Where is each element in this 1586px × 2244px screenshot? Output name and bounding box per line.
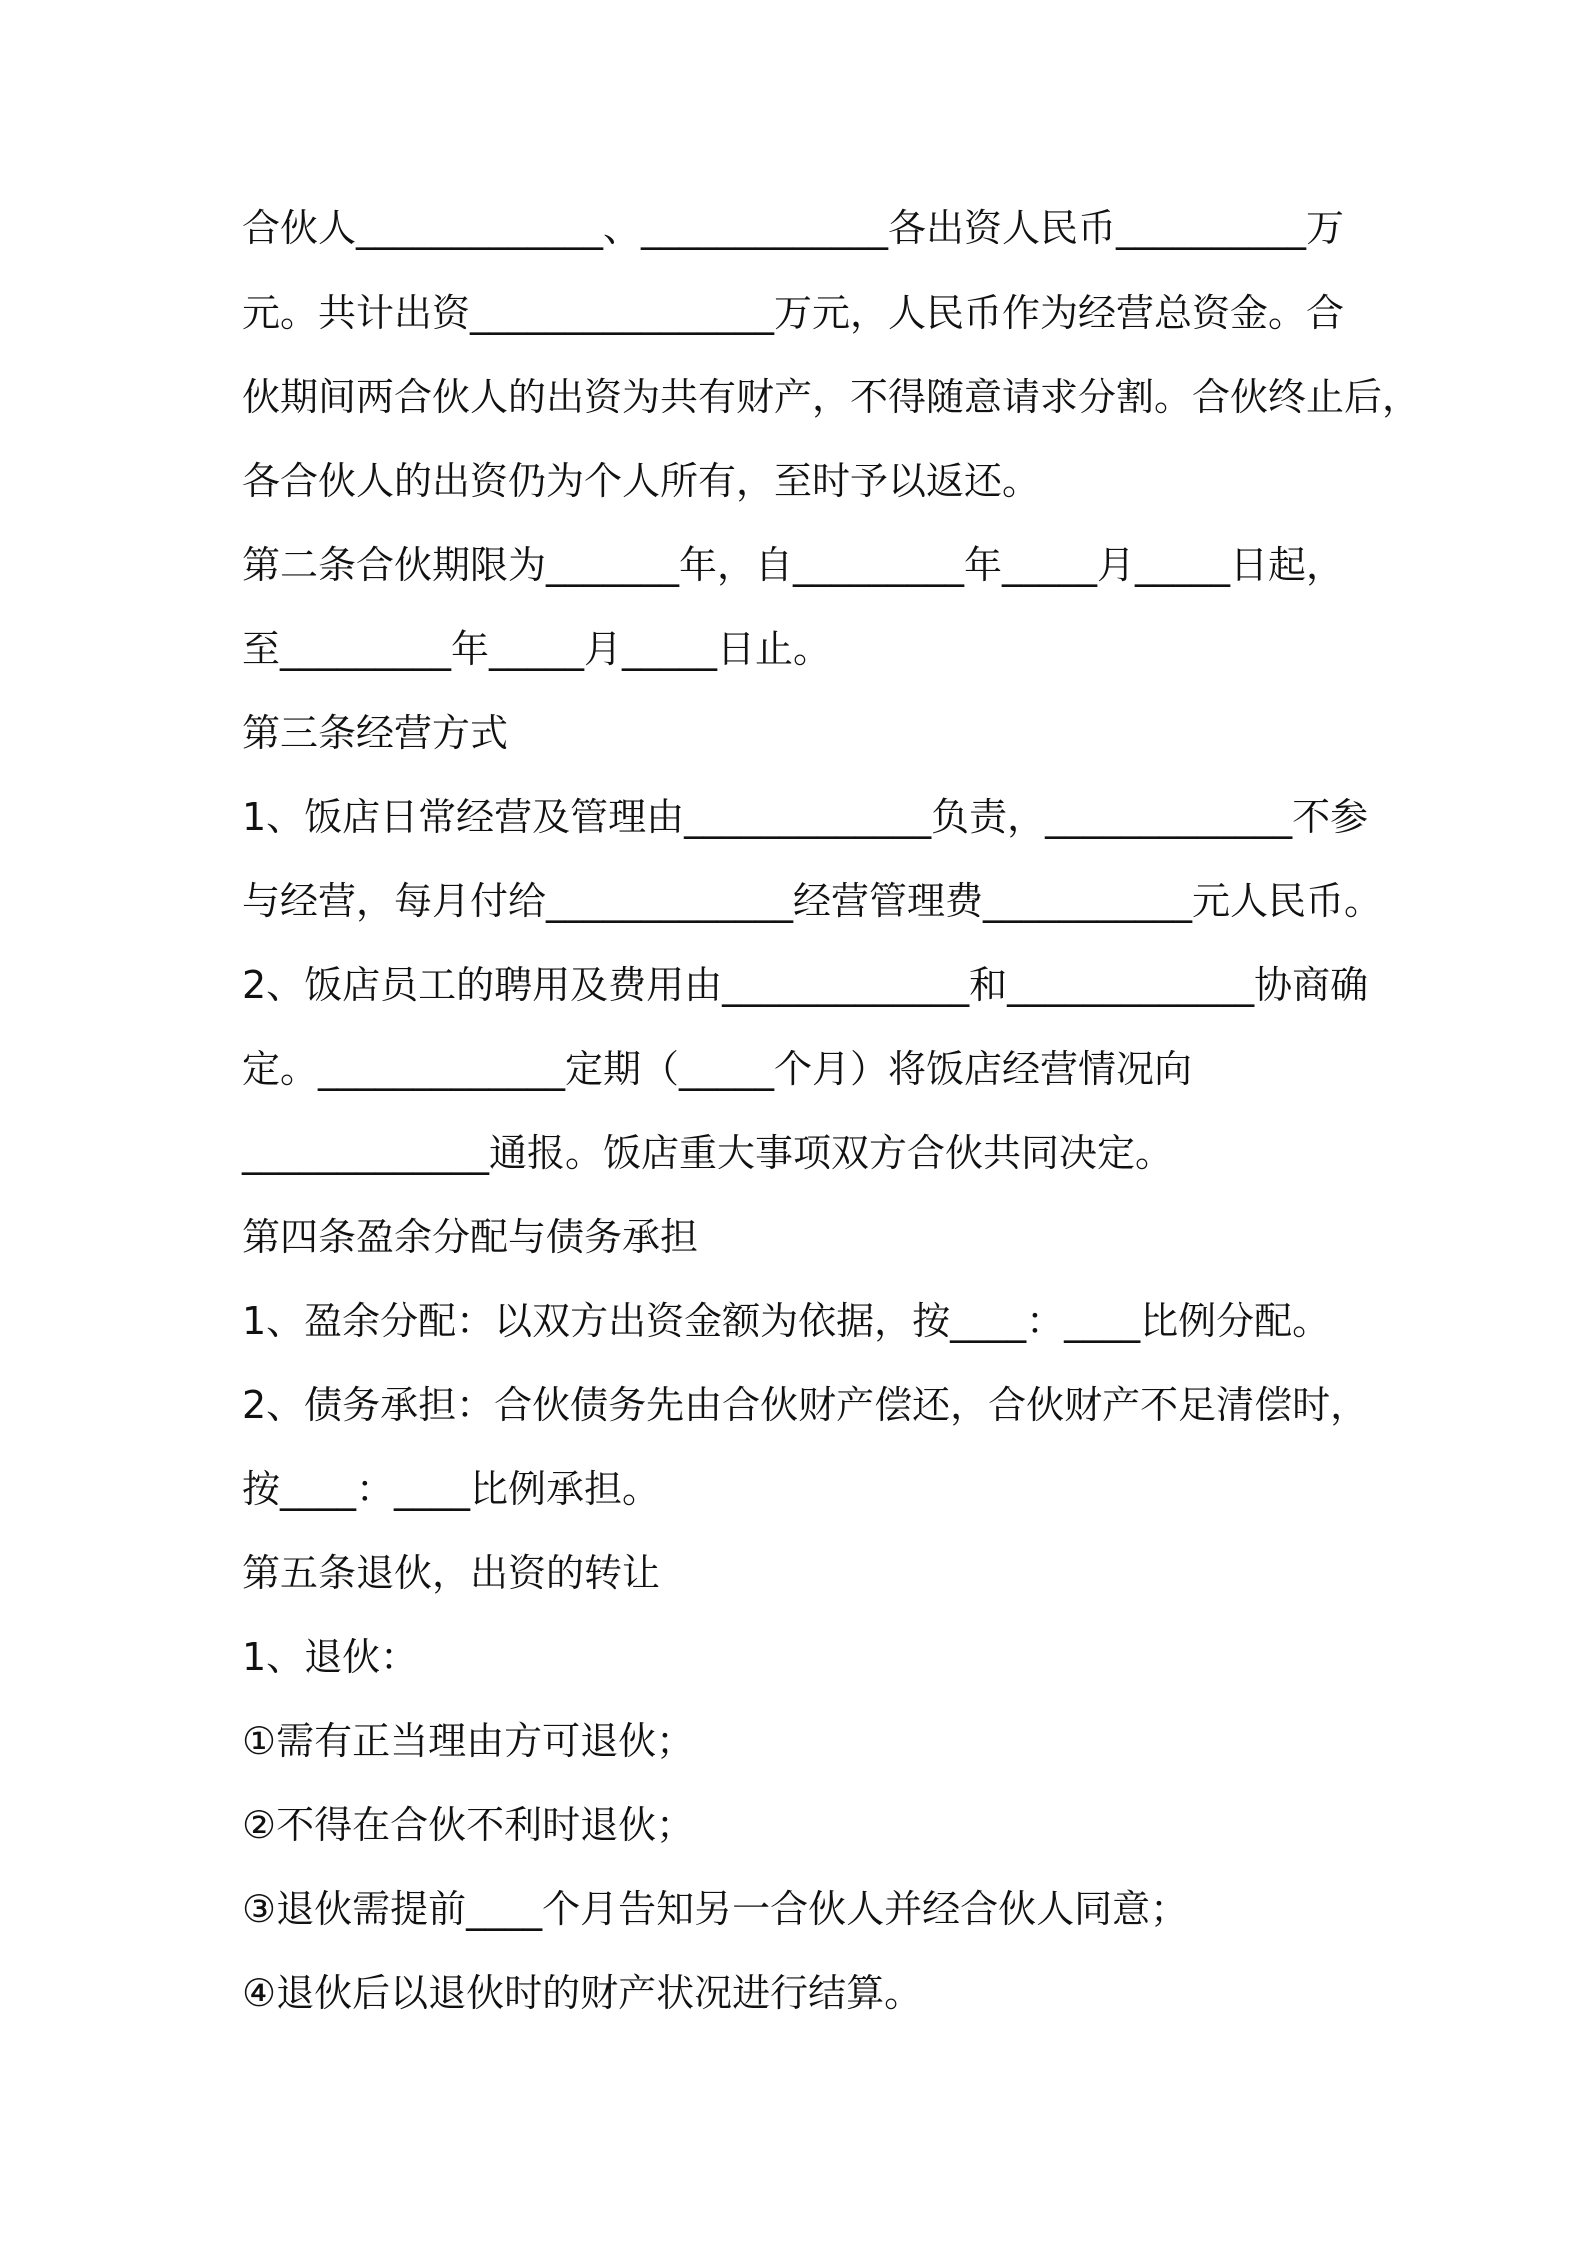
sub-clause-item: ①需有正当理由方可退伙；	[242, 1719, 695, 1763]
article-5-heading: 第五条退伙，出资的转让	[242, 1551, 661, 1595]
clause-item: 1、盈余分配：以双方出资金额为依据，按____：____比例分配。	[242, 1299, 1331, 1343]
contract-text-line: 伙期间两合伙人的出资为共有财产，不得随意请求分割。合伙终止后，	[242, 375, 1421, 419]
article-3-heading: 第三条经营方式	[242, 711, 509, 755]
clause-item: 2、饭店员工的聘用及费用由_____________和_____________协商确	[242, 963, 1369, 1007]
contract-text-line: 按____：____比例承担。	[242, 1467, 661, 1511]
article-2-term: 第二条合伙期限为_______年，自_________年_____月_____日起，	[242, 543, 1345, 587]
article-4-heading: 第四条盈余分配与债务承担	[242, 1215, 699, 1259]
sub-clause-item: ④退伙后以退伙时的财产状况进行结算。	[242, 1971, 923, 2015]
contract-text-line: 各合伙人的出资仍为个人所有，至时予以返还。	[242, 459, 1041, 503]
contract-text-line: 合伙人_____________、_____________各出资人民币__________万	[242, 206, 1345, 250]
clause-item: 2、债务承担：合伙债务先由合伙财产偿还，合伙财产不足清偿时，	[242, 1383, 1369, 1427]
contract-text-line: _____________通报。饭店重大事项双方合伙共同决定。	[242, 1131, 1174, 1175]
contract-text-line: 定。_____________定期（_____个月）将饭店经营情况向	[242, 1047, 1193, 1091]
clause-item: 1、饭店日常经营及管理由_____________负责，_____________不参	[242, 795, 1369, 839]
contract-text-line: 与经营，每月付给_____________经营管理费___________元人民币。	[242, 879, 1383, 923]
contract-text-line: 至_________年_____月_____日止。	[242, 627, 832, 671]
sub-clause-item: ②不得在合伙不利时退伙；	[242, 1803, 695, 1847]
sub-clause-item: ③退伙需提前____个月告知另一合伙人并经合伙人同意；	[242, 1887, 1189, 1931]
contract-text-line: 元。共计出资________________万元，人民币作为经营总资金。合	[242, 291, 1345, 335]
clause-item: 1、退伙：	[242, 1635, 419, 1679]
